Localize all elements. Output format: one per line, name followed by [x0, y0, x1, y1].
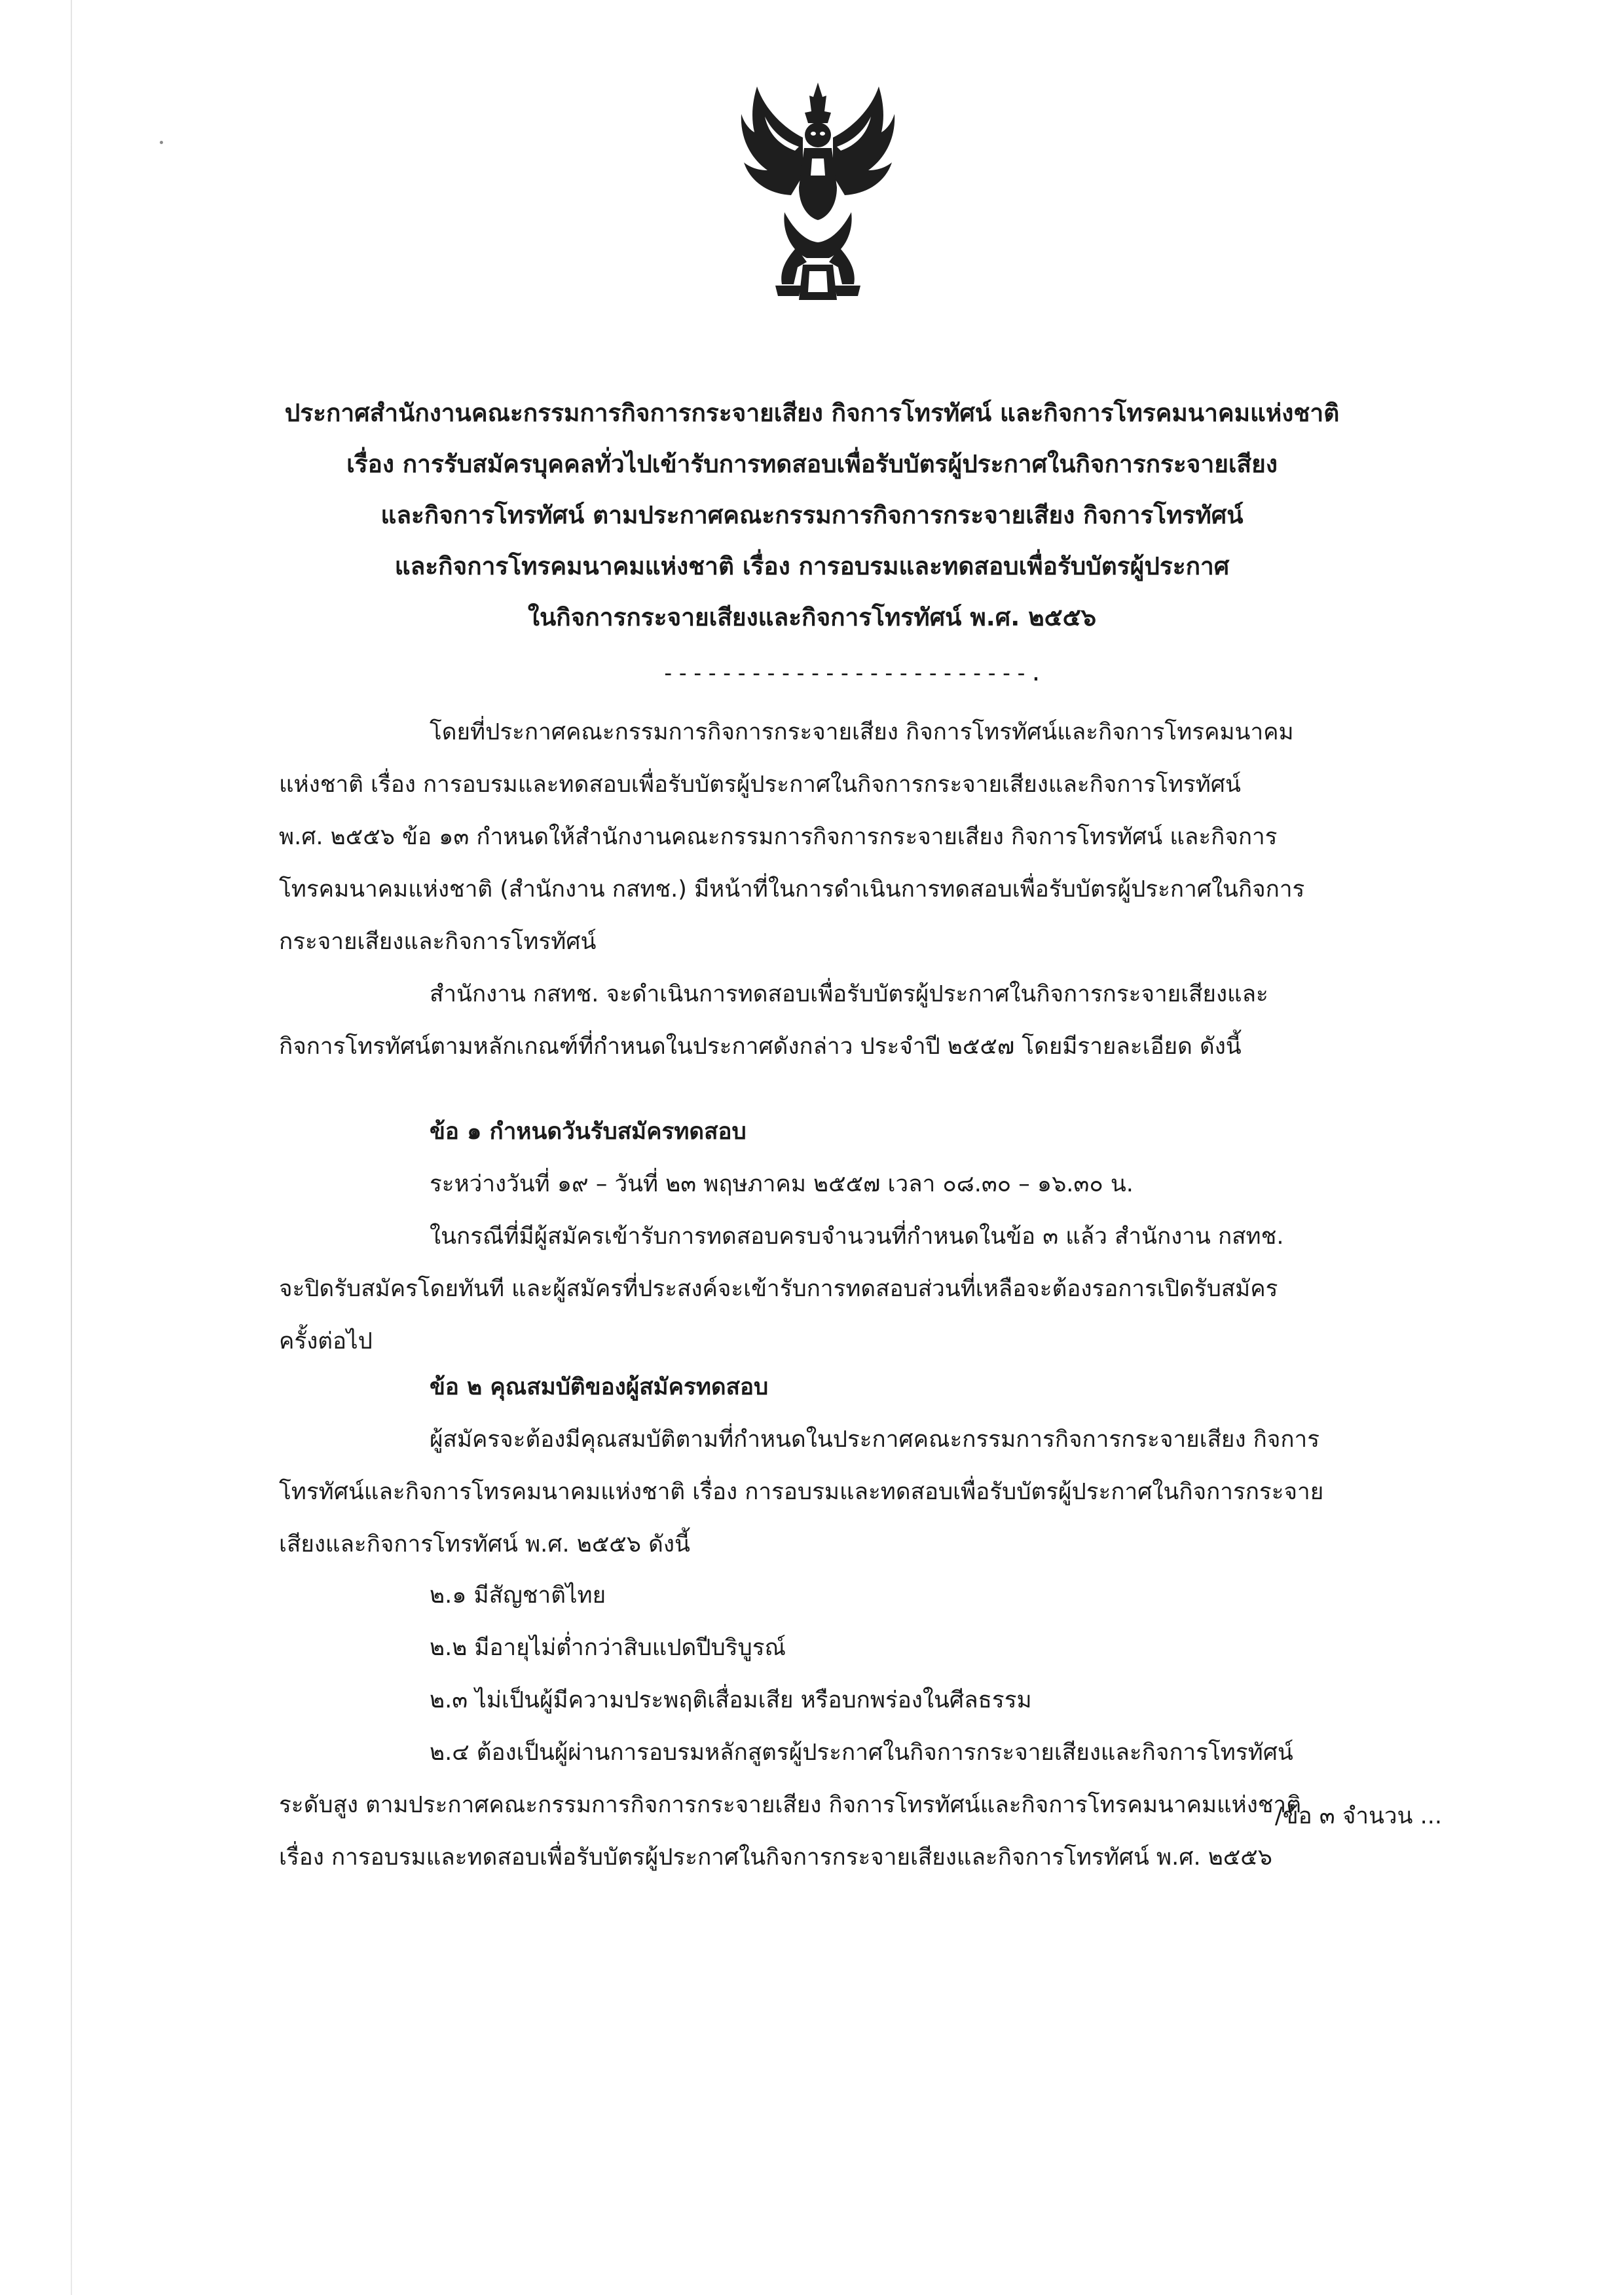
section1-line: จะปิดรับสมัครโดยทันที และผู้สมัครที่ประสงค์จะเข้ารับการทดสอบส่วนที่เหลือจะต้องรอการเปิดรับสมัคร [279, 1276, 1278, 1302]
title-line: ในกิจการกระจายเสียงและกิจการโทรทัศน์ พ.ศ. ๒๕๕๖ [527, 603, 1097, 631]
section2-line: โทรทัศน์และกิจการโทรคมนาคมแห่งชาติ เรื่อง การอบรมและทดสอบเพื่อรับบัตรผู้ประกาศในกิจการกระจาย [279, 1479, 1324, 1505]
title-line: และกิจการโทรทัศน์ ตามประกาศคณะกรรมการกิจการกระจายเสียง กิจการโทรทัศน์ [380, 501, 1244, 529]
section1-line: ระหว่างวันที่ ๑๙ – วันที่ ๒๓ พฤษภาคม ๒๕๕๗ เวลา ๐๘.๓๐ – ๑๖.๓๐ น. [430, 1171, 1134, 1197]
qualification-item: ๒.๒ มีอายุไม่ต่ำกว่าสิบแปดปีบริบูรณ์ [430, 1635, 786, 1661]
qualification-item: ๒.๑ มีสัญชาติไทย [430, 1582, 606, 1609]
title-line: ประกาศสำนักงานคณะกรรมการกิจการกระจายเสียง กิจการโทรทัศน์ และกิจการโทรคมนาคมแห่งชาติ [284, 399, 1340, 427]
intro-line: กระจายเสียงและกิจการโทรทัศน์ [279, 929, 597, 955]
title-line: และกิจการโทรคมนาคมแห่งชาติ เรื่อง การอบรมและทดสอบเพื่อรับบัตรผู้ประกาศ [394, 552, 1230, 580]
announcement-title [196, 388, 1428, 643]
intro-line: สำนักงาน กสทช. จะดำเนินการทดสอบเพื่อรับบัตรผู้ประกาศในกิจการกระจายเสียงและ [430, 981, 1268, 1007]
section1-line: ในกรณีที่มีผู้สมัครเข้ารับการทดสอบครบจำนวนที่กำหนดในข้อ ๓ แล้ว สำนักงาน กสทช. [430, 1223, 1284, 1250]
qualification-item-cont: ระดับสูง ตามประกาศคณะกรรมการกิจการกระจายเสียง กิจการโทรทัศน์และกิจการโทรคมนาคมแห่งชาติ [279, 1792, 1301, 1818]
intro-line: โทรคมนาคมแห่งชาติ (สำนักงาน กสทช.) มีหน้าที่ในการดำเนินการทดสอบเพื่อรับบัตรผู้ประกาศในกิจการ [279, 876, 1305, 903]
section1-heading: ข้อ ๑ กำหนดวันรับสมัครทดสอบ [430, 1119, 747, 1145]
qualification-item-cont: เรื่อง การอบรมและทดสอบเพื่อรับบัตรผู้ประกาศในกิจการกระจายเสียงและกิจการโทรทัศน์ พ.ศ. ๒๕๕๖ [279, 1844, 1272, 1871]
intro-line: แห่งชาติ เรื่อง การอบรมและทดสอบเพื่อรับบัตรผู้ประกาศในกิจการกระจายเสียงและกิจการโทรทัศน์ [279, 772, 1241, 798]
garuda-emblem-icon [739, 77, 897, 308]
qualification-item: ๒.๔ ต้องเป็นผู้ผ่านการอบรมหลักสูตรผู้ประกาศในกิจการกระจายเสียงและกิจการโทรทัศน์ [430, 1740, 1293, 1766]
qualification-item: ๒.๓ ไม่เป็นผู้มีความประพฤติเสื่อมเสีย หรือบกพร่องในศีลธรรม [430, 1687, 1032, 1713]
section2-heading: ข้อ ๒ คุณสมบัติของผู้สมัครทดสอบ [430, 1374, 769, 1400]
section2-line: เสียงและกิจการโทรทัศน์ พ.ศ. ๒๕๕๖ ดังนี้ [279, 1531, 690, 1558]
intro-line: กิจการโทรทัศน์ตามหลักเกณฑ์ที่กำหนดในประกาศดังกล่าว ประจำปี ๒๕๕๗ โดยมีรายละเอียด ดังนี้ [279, 1034, 1242, 1060]
scan-speck [160, 141, 163, 144]
title-separator: -------------------------. [661, 660, 1044, 686]
page-continuation: /ข้อ ๓ จำนวน ... [1274, 1803, 1442, 1829]
intro-line: โดยที่ประกาศคณะกรรมการกิจการกระจายเสียง กิจการโทรทัศน์และกิจการโทรคมนาคม [430, 719, 1294, 745]
intro-line: พ.ศ. ๒๕๕๖ ข้อ ๑๓ กำหนดให้สำนักงานคณะกรรมการกิจการกระจายเสียง กิจการโทรทัศน์ และกิจการ [279, 824, 1278, 850]
scan-edge-line [71, 0, 72, 2295]
title-line: เรื่อง การรับสมัครบุคคลทั่วไปเข้ารับการทดสอบเพื่อรับบัตรผู้ประกาศในกิจการกระจายเสียง [346, 450, 1278, 478]
section1-line: ครั้งต่อไป [279, 1328, 373, 1354]
section2-line: ผู้สมัครจะต้องมีคุณสมบัติตามที่กำหนดในประกาศคณะกรรมการกิจการกระจายเสียง กิจการ [430, 1427, 1320, 1453]
